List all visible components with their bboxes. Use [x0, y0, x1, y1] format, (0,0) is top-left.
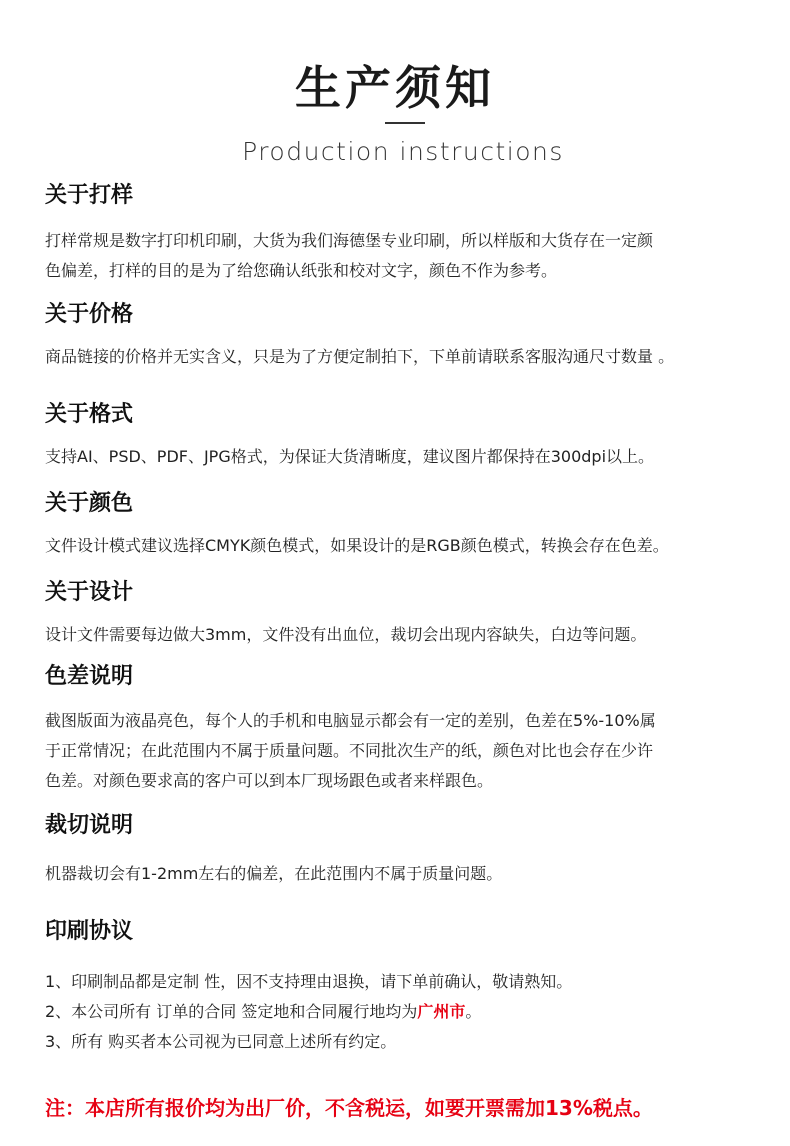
tax-note: 注：本店所有报价均为出厂价，不含税运，如要开票需加13%税点。 — [45, 1096, 653, 1120]
section-color — [45, 489, 765, 561]
text-line: 设计文件需要每边做大3mm，文件没有出血位，裁切会出现内容缺失，白边等问题。 — [45, 625, 647, 644]
section-price — [45, 300, 765, 372]
section-format — [45, 400, 765, 472]
page-title: 生产须知 — [295, 61, 495, 115]
section-heading: 印刷协议 — [45, 919, 134, 944]
section-text — [45, 859, 765, 889]
section-heading: 色差说明 — [45, 664, 134, 689]
section-text — [45, 342, 765, 372]
agreement-item: 1、印刷制品都是定制 性，因不支持理由退换，请下单前确认，敬请熟知。 — [45, 972, 573, 991]
section-design — [45, 578, 765, 650]
section-color-difference — [45, 662, 765, 796]
title-divider — [385, 122, 425, 124]
agreement-item — [45, 997, 765, 1027]
text-line: 色差。对颜色要求高的客户可以到本厂现场跟色或者来样跟色。 — [45, 771, 494, 790]
text-line: 打样常规是数字打印机印刷，大货为我们海德堡专业印刷，所以样版和大货存在一定颜 — [45, 231, 654, 250]
section-heading: 关于设计 — [45, 580, 134, 605]
section-heading: 裁切说明 — [45, 813, 134, 838]
highlight-city: 广州市 — [417, 1002, 466, 1021]
section-heading: 关于价格 — [45, 302, 134, 327]
agreement-item-end: 。 — [465, 1002, 482, 1021]
section-text — [45, 226, 765, 286]
section-heading: 关于颜色 — [45, 491, 134, 516]
section-agreement — [45, 917, 765, 1057]
section-text — [45, 706, 765, 796]
text-line: 截图版面为液晶亮色，每个人的手机和电脑显示都会有一定的差别，色差在5%-10%属 — [45, 711, 656, 730]
text-line: 支持AI、PSD、PDF、JPG格式，为保证大货清晰度，建议图片都保持在300dpi以上。 — [45, 447, 655, 466]
text-line: 机器裁切会有1-2mm左右的偏差，在此范围内不属于质量问题。 — [45, 864, 503, 883]
text-line: 色偏差，打样的目的是为了给您确认纸张和校对文字，颜色不作为参考。 — [45, 261, 558, 280]
section-heading: 关于打样 — [45, 183, 134, 208]
section-proofing — [45, 181, 765, 286]
section-text — [45, 620, 765, 650]
section-text — [45, 442, 765, 472]
section-cutting — [45, 811, 765, 889]
agreement-list — [45, 967, 765, 1057]
page-subtitle: Production instructions — [242, 137, 564, 166]
section-text — [45, 531, 765, 561]
agreement-item-text: 2、本公司所有 订单的合同 签定地和合同履行地均为 — [45, 1002, 418, 1021]
text-line: 商品链接的价格并无实含义，只是为了方便定制拍下，下单前请联系客服沟通尺寸数量 。 — [45, 347, 675, 366]
agreement-item: 3、所有 购买者本公司视为已同意上述所有约定。 — [45, 1032, 397, 1051]
text-line: 于正常情况；在此范围内不属于质量问题。不同批次生产的纸，颜色对比也会存在少许 — [45, 741, 654, 760]
section-heading: 关于格式 — [45, 402, 134, 427]
text-line: 文件设计模式建议选择CMYK颜色模式，如果设计的是RGB颜色模式，转换会存在色差。 — [45, 536, 669, 555]
